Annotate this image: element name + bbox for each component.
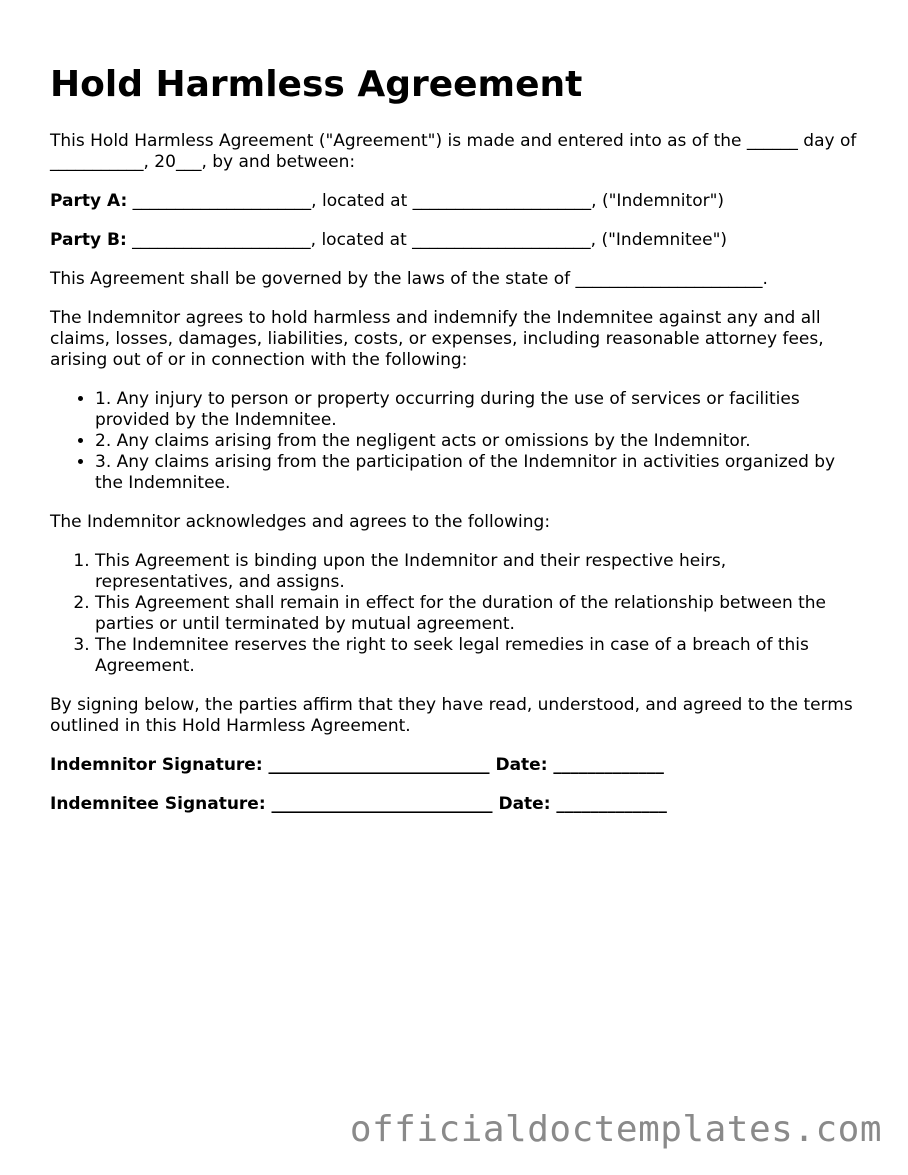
indemnity-bullet-list: [50, 389, 862, 494]
acknowledgement-numbered-list: [50, 551, 862, 677]
indemnity-clause-paragraph: The Indemnitor agrees to hold harmless and indemnify the Indemnitee against any and all claims, losses, damages, liabilities, costs, or expenses, including reasonable attorney fees, arising out of or in connection with the following:: [50, 308, 824, 370]
closing-paragraph: By signing below, the parties affirm that they have read, understood, and agreed to the terms outlined in this Hold Harmless Agreement.: [50, 695, 853, 736]
governing-law-paragraph: This Agreement shall be governed by the laws of the state of ______________________.: [50, 269, 768, 289]
party-b-text: _____________________, located at _____________________, ("Indemnitee"): [126, 230, 728, 250]
document-body: [50, 131, 862, 833]
party-a-label: Party A:: [50, 191, 128, 211]
indemnitor-signature-line: Indemnitor Signature: __________________________ Date: _____________: [50, 755, 664, 775]
document-title: Hold Harmless Agreement: [50, 64, 583, 105]
party-b-label: Party B:: [50, 230, 127, 250]
numbered-item: 2. This Agreement shall remain in effect for the duration of the relationship between the parties or until terminated by mutual agreement.: [95, 593, 862, 635]
bullet-item: • 1. Any injury to person or property occurring during the use of services or facilities provided by the Indemnitee.: [95, 389, 862, 431]
party-a-line: [50, 191, 862, 212]
bullet-item: • 2. Any claims arising from the negligent acts or omissions by the Indemnitor.: [95, 431, 862, 452]
bullet-item: • 3. Any claims arising from the participation of the Indemnitor in activities organized by the Indemnitee.: [95, 452, 862, 494]
party-b-line: [50, 230, 862, 251]
party-a-text: _____________________, located at _____________________, ("Indemnitor"): [127, 191, 725, 211]
watermark-text: officialdoctemplates.com: [349, 1109, 882, 1150]
intro-paragraph: This Hold Harmless Agreement ("Agreement") is made and entered into as of the ______ day of ___________, 20___, by and between:: [50, 131, 857, 172]
indemnitee-signature-line: Indemnitee Signature: __________________________ Date: _____________: [50, 794, 667, 814]
numbered-item: 3. The Indemnitee reserves the right to seek legal remedies in case of a breach of this Agreement.: [95, 635, 862, 677]
acknowledgement-paragraph: The Indemnitor acknowledges and agrees to the following:: [50, 512, 551, 532]
numbered-item: 1. This Agreement is binding upon the Indemnitor and their respective heirs, representatives, and assigns.: [95, 551, 862, 593]
